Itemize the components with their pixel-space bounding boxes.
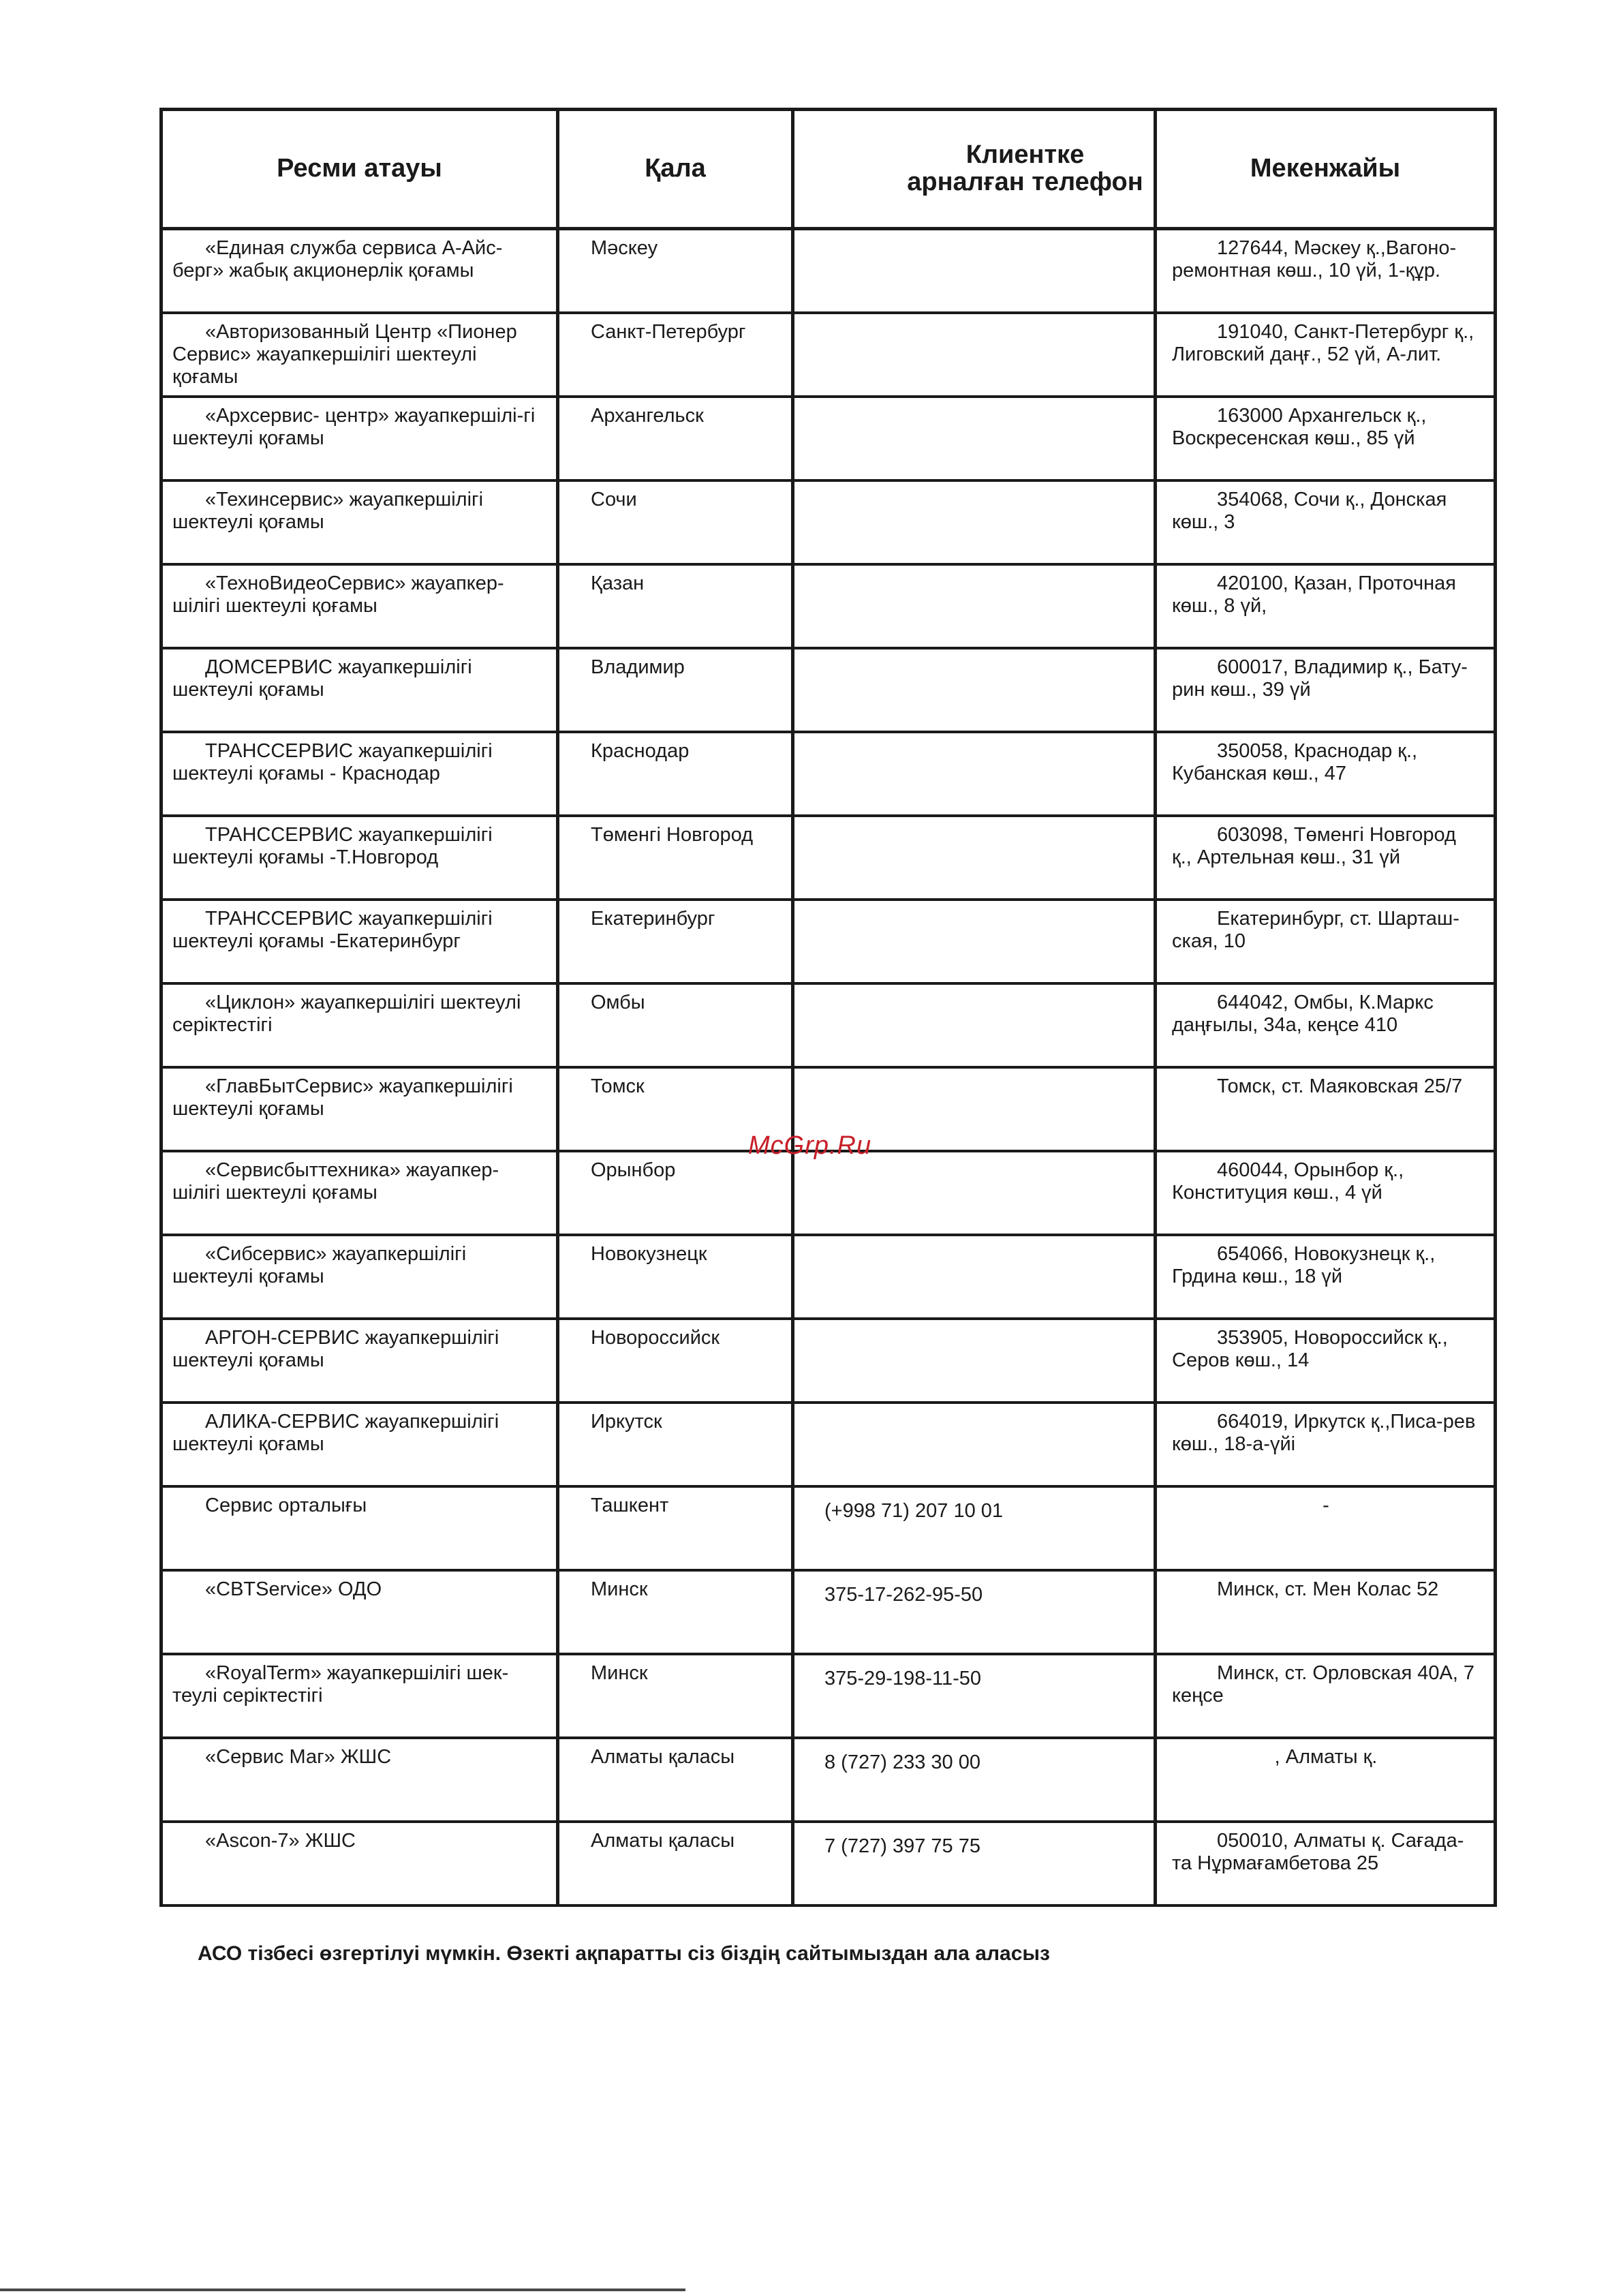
cell-phone-text: (+998 71) 207 10 01 (824, 1500, 1004, 1522)
cell-address-text: Томск, ст. Маяковская 25/7 (1217, 1075, 1463, 1097)
cell-name-text: «RoyalTerm» жауапкершілігі шек-теулі серіктестігі (172, 1662, 509, 1706)
header-name (161, 110, 558, 229)
cell-city-text: Екатеринбург (591, 908, 715, 930)
cell-phone (793, 1570, 1156, 1654)
cell-city-text: Ташкент (591, 1495, 669, 1516)
cell-city (558, 313, 793, 397)
table-row (161, 732, 1496, 816)
cell-address-text: 654066, Новокузнецк қ., Грдина көш., 18 үй (1172, 1243, 1436, 1287)
cell-address-text: Екатеринбург, ст. Шарташ-ская, 10 (1172, 908, 1459, 952)
table-row (161, 1570, 1496, 1654)
table-row (161, 1486, 1496, 1570)
cell-address-text: 050010, Алматы қ. Сағада-та Нұрмағамбетова 25 (1172, 1830, 1464, 1874)
cell-city-text: Орынбор (591, 1159, 676, 1181)
cell-city-text: Алматы қаласы (591, 1830, 735, 1852)
table-row (161, 983, 1496, 1067)
header-address-label: Мекенжайы (1250, 154, 1401, 183)
cell-address (1156, 1570, 1496, 1654)
cell-address-text: 191040, Санкт-Петербург қ., Лиговский даңғ., 52 үй, А-лит. (1172, 321, 1474, 365)
cell-city-text: Краснодар (591, 740, 690, 762)
cell-city-text: Новороссийск (591, 1327, 720, 1349)
table-row (161, 1319, 1496, 1403)
cell-phone (793, 1319, 1156, 1403)
cell-city (558, 816, 793, 900)
cell-name (161, 397, 558, 480)
table-header-row (161, 110, 1496, 229)
cell-name-text: ДОМСЕРВИС жауапкершілігі шектеулі қоғамы (172, 656, 472, 701)
cell-phone (793, 1822, 1156, 1905)
cell-address (1156, 816, 1496, 900)
cell-phone (793, 397, 1156, 480)
cell-address-text: Минск, ст. Мен Колас 52 (1217, 1578, 1439, 1600)
service-centers-table (159, 108, 1497, 1907)
cell-city (558, 732, 793, 816)
cell-name (161, 313, 558, 397)
cell-address (1156, 1738, 1496, 1822)
cell-address-text: 354068, Сочи қ., Донская көш., 3 (1172, 489, 1447, 533)
cell-name (161, 1570, 558, 1654)
table-row (161, 816, 1496, 900)
cell-phone (793, 1486, 1156, 1570)
cell-city (558, 564, 793, 648)
cell-city-text: Алматы қаласы (591, 1746, 735, 1768)
cell-address (1156, 1151, 1496, 1235)
header-name-label: Ресми атауы (277, 154, 442, 183)
cell-city-text: Владимир (591, 656, 685, 678)
cell-phone (793, 732, 1156, 816)
cell-name (161, 732, 558, 816)
table-row (161, 564, 1496, 648)
cell-city (558, 229, 793, 313)
table-row (161, 1235, 1496, 1319)
cell-name (161, 983, 558, 1067)
watermark: McGrp.Ru (748, 1131, 872, 1160)
cell-address (1156, 480, 1496, 564)
cell-address-text: 664019, Иркутск қ.,Писа-рев көш., 18-а-үйі (1172, 1411, 1476, 1455)
cell-address-text: 460044, Орынбор қ., Конституция көш., 4 үй (1172, 1159, 1404, 1204)
cell-name-text: «Ascon-7» ЖШС (205, 1830, 356, 1852)
cell-name-text: «ГлавБытСервис» жауапкершілігі шектеулі қоғамы (172, 1075, 513, 1120)
cell-name-text: «Единая служба сервиса А-Айс-берг» жабық акционерлік қоғамы (172, 237, 503, 281)
cell-name (161, 1486, 558, 1570)
cell-phone (793, 313, 1156, 397)
cell-address (1156, 1654, 1496, 1738)
cell-city (558, 1654, 793, 1738)
cell-name-text: «Сервис Маг» ЖШС (205, 1746, 392, 1768)
cell-city (558, 1486, 793, 1570)
cell-address-text: 600017, Владимир қ., Бату-рин көш., 39 үй (1172, 656, 1468, 701)
cell-name-text: Сервис орталығы (205, 1495, 367, 1516)
cell-name (161, 816, 558, 900)
table-row (161, 900, 1496, 983)
cell-city-text: Сочи (591, 489, 637, 510)
cell-address (1156, 229, 1496, 313)
cell-phone-text: 8 (727) 233 30 00 (824, 1751, 980, 1773)
header-phone (793, 110, 1156, 229)
cell-phone (793, 1654, 1156, 1738)
cell-city-text: Новокузнецк (591, 1243, 707, 1265)
cell-city (558, 1570, 793, 1654)
table-row (161, 1822, 1496, 1905)
cell-phone-text: 375-17-262-95-50 (824, 1584, 983, 1606)
table-row (161, 1738, 1496, 1822)
cell-city (558, 397, 793, 480)
cell-city (558, 1235, 793, 1319)
cell-city-text: Төменгі Новгород (591, 824, 754, 846)
cell-city-text: Санкт-Петербург (591, 321, 746, 343)
cell-name (161, 1235, 558, 1319)
cell-name-text: «Циклон» жауапкершілігі шектеулі серіктестігі (172, 992, 521, 1036)
cell-city-text: Минск (591, 1578, 648, 1600)
cell-phone (793, 1151, 1156, 1235)
cell-name-text: «Архсервис- центр» жауапкершілі-гі шектеулі қоғамы (172, 405, 536, 449)
cell-phone (793, 648, 1156, 732)
cell-address-text: 163000 Архангельск қ., Воскресенская көш., 85 үй (1172, 405, 1427, 449)
cell-address (1156, 900, 1496, 983)
cell-name-text: «Авторизованный Центр «Пионер Сервис» жауапкершілігі шектеулі қоғамы (172, 321, 517, 388)
cell-name (161, 1403, 558, 1486)
cell-name (161, 1822, 558, 1905)
cell-phone (793, 1403, 1156, 1486)
cell-city-text: Қазан (591, 572, 645, 594)
cell-phone (793, 1235, 1156, 1319)
cell-name-text: АЛИКА-СЕРВИС жауапкершілігі шектеулі қоғамы (172, 1411, 499, 1455)
cell-name (161, 1067, 558, 1151)
table-row (161, 229, 1496, 313)
cell-name-text: «Сервисбыттехника» жауапкер-шілігі шектеулі қоғамы (172, 1159, 499, 1204)
cell-name (161, 1738, 558, 1822)
cell-name-text: ТРАНССЕРВИС жауапкершілігі шектеулі қоғамы - Краснодар (172, 740, 493, 784)
cell-address (1156, 1235, 1496, 1319)
header-phone-label-line2: арналған телефон (907, 168, 1143, 196)
cell-name-text: «Сибсервис» жауапкершілігі шектеулі қоғамы (172, 1243, 467, 1287)
cell-name-text: ТРАНССЕРВИС жауапкершілігі шектеулі қоғамы -Т.Новгород (172, 824, 493, 868)
footer-note: АСО тізбесі өзгертілуі мүмкін. Өзекті ақпаратты сіз біздің сайтымыздан ала аласыз (198, 1942, 1050, 1965)
cell-address (1156, 1319, 1496, 1403)
cell-city-text: Иркутск (591, 1411, 662, 1433)
cell-address (1156, 648, 1496, 732)
table-row (161, 1654, 1496, 1738)
cell-address (1156, 1822, 1496, 1905)
cell-address-text: 353905, Новороссийск қ., Серов көш., 14 (1172, 1327, 1448, 1371)
cell-address (1156, 1486, 1496, 1570)
cell-address (1156, 313, 1496, 397)
header-address (1156, 110, 1496, 229)
cell-name-text: «Техинсервис» жауапкершілігі шектеулі қоғамы (172, 489, 484, 533)
cell-phone-text: 375-29-198-11-50 (824, 1668, 982, 1689)
cell-name (161, 480, 558, 564)
cell-name-text: ТРАНССЕРВИС жауапкершілігі шектеулі қоғамы -Екатеринбург (172, 908, 493, 952)
cell-address-text: 127644, Мәскеу қ.,Вагоно-ремонтная көш., 10 үй, 1-құр. (1172, 237, 1457, 281)
cell-address-text: 644042, Омбы, К.Маркс даңғылы, 34а, кеңсе 410 (1172, 992, 1434, 1036)
cell-address (1156, 1403, 1496, 1486)
cell-address (1156, 397, 1496, 480)
table-row (161, 1151, 1496, 1235)
header-city (558, 110, 793, 229)
table-row (161, 397, 1496, 480)
cell-city (558, 900, 793, 983)
cell-name (161, 1654, 558, 1738)
cell-address (1156, 564, 1496, 648)
cell-city (558, 1319, 793, 1403)
cell-name (161, 1319, 558, 1403)
cell-name (161, 229, 558, 313)
cell-address-text: - (1323, 1495, 1329, 1516)
cell-address-text: Минск, ст. Орловская 40А, 7 кеңсе (1172, 1662, 1475, 1706)
cell-city (558, 480, 793, 564)
cell-city-text: Минск (591, 1662, 648, 1684)
cell-city-text: Томск (591, 1075, 645, 1097)
cell-city-text: Архангельск (591, 405, 704, 427)
cell-city (558, 648, 793, 732)
cell-address (1156, 1067, 1496, 1151)
table-row (161, 480, 1496, 564)
header-phone-label-line1: Клиентке (965, 140, 1085, 170)
cell-phone (793, 816, 1156, 900)
cell-city (558, 1738, 793, 1822)
cell-address-text: 350058, Краснодар қ., Кубанская көш., 47 (1172, 740, 1418, 784)
cell-phone (793, 480, 1156, 564)
cell-address-text: , Алматы қ. (1274, 1746, 1378, 1768)
cell-name (161, 1151, 558, 1235)
cell-city (558, 1822, 793, 1905)
cell-name (161, 648, 558, 732)
cell-address-text: 420100, Қазан, Проточная көш., 8 үй, (1172, 572, 1457, 617)
header-city-label: Қала (645, 154, 706, 183)
cell-address (1156, 983, 1496, 1067)
table-row (161, 648, 1496, 732)
bottom-rule (0, 2289, 685, 2291)
cell-phone (793, 900, 1156, 983)
cell-phone-text: 7 (727) 397 75 75 (824, 1835, 980, 1857)
table-row (161, 1403, 1496, 1486)
cell-phone (793, 983, 1156, 1067)
cell-address-text: 603098, Төменгі Новгород қ., Артельная көш., 31 үй (1172, 824, 1456, 868)
cell-name (161, 564, 558, 648)
cell-city-text: Мәскеу (591, 237, 658, 259)
cell-city-text: Омбы (591, 992, 645, 1013)
cell-name-text: «CBTService» ОДО (205, 1578, 382, 1600)
cell-name-text: «ТехноВидеоСервис» жауапкер-шілігі шектеулі қоғамы (172, 572, 504, 617)
table-row (161, 313, 1496, 397)
cell-phone (793, 1738, 1156, 1822)
cell-city (558, 1403, 793, 1486)
cell-phone (793, 564, 1156, 648)
cell-name (161, 900, 558, 983)
cell-city (558, 983, 793, 1067)
cell-name-text: АРГОН-СЕРВИС жауапкершілігі шектеулі қоғамы (172, 1327, 499, 1371)
cell-address (1156, 732, 1496, 816)
cell-city (558, 1151, 793, 1235)
cell-phone (793, 229, 1156, 313)
